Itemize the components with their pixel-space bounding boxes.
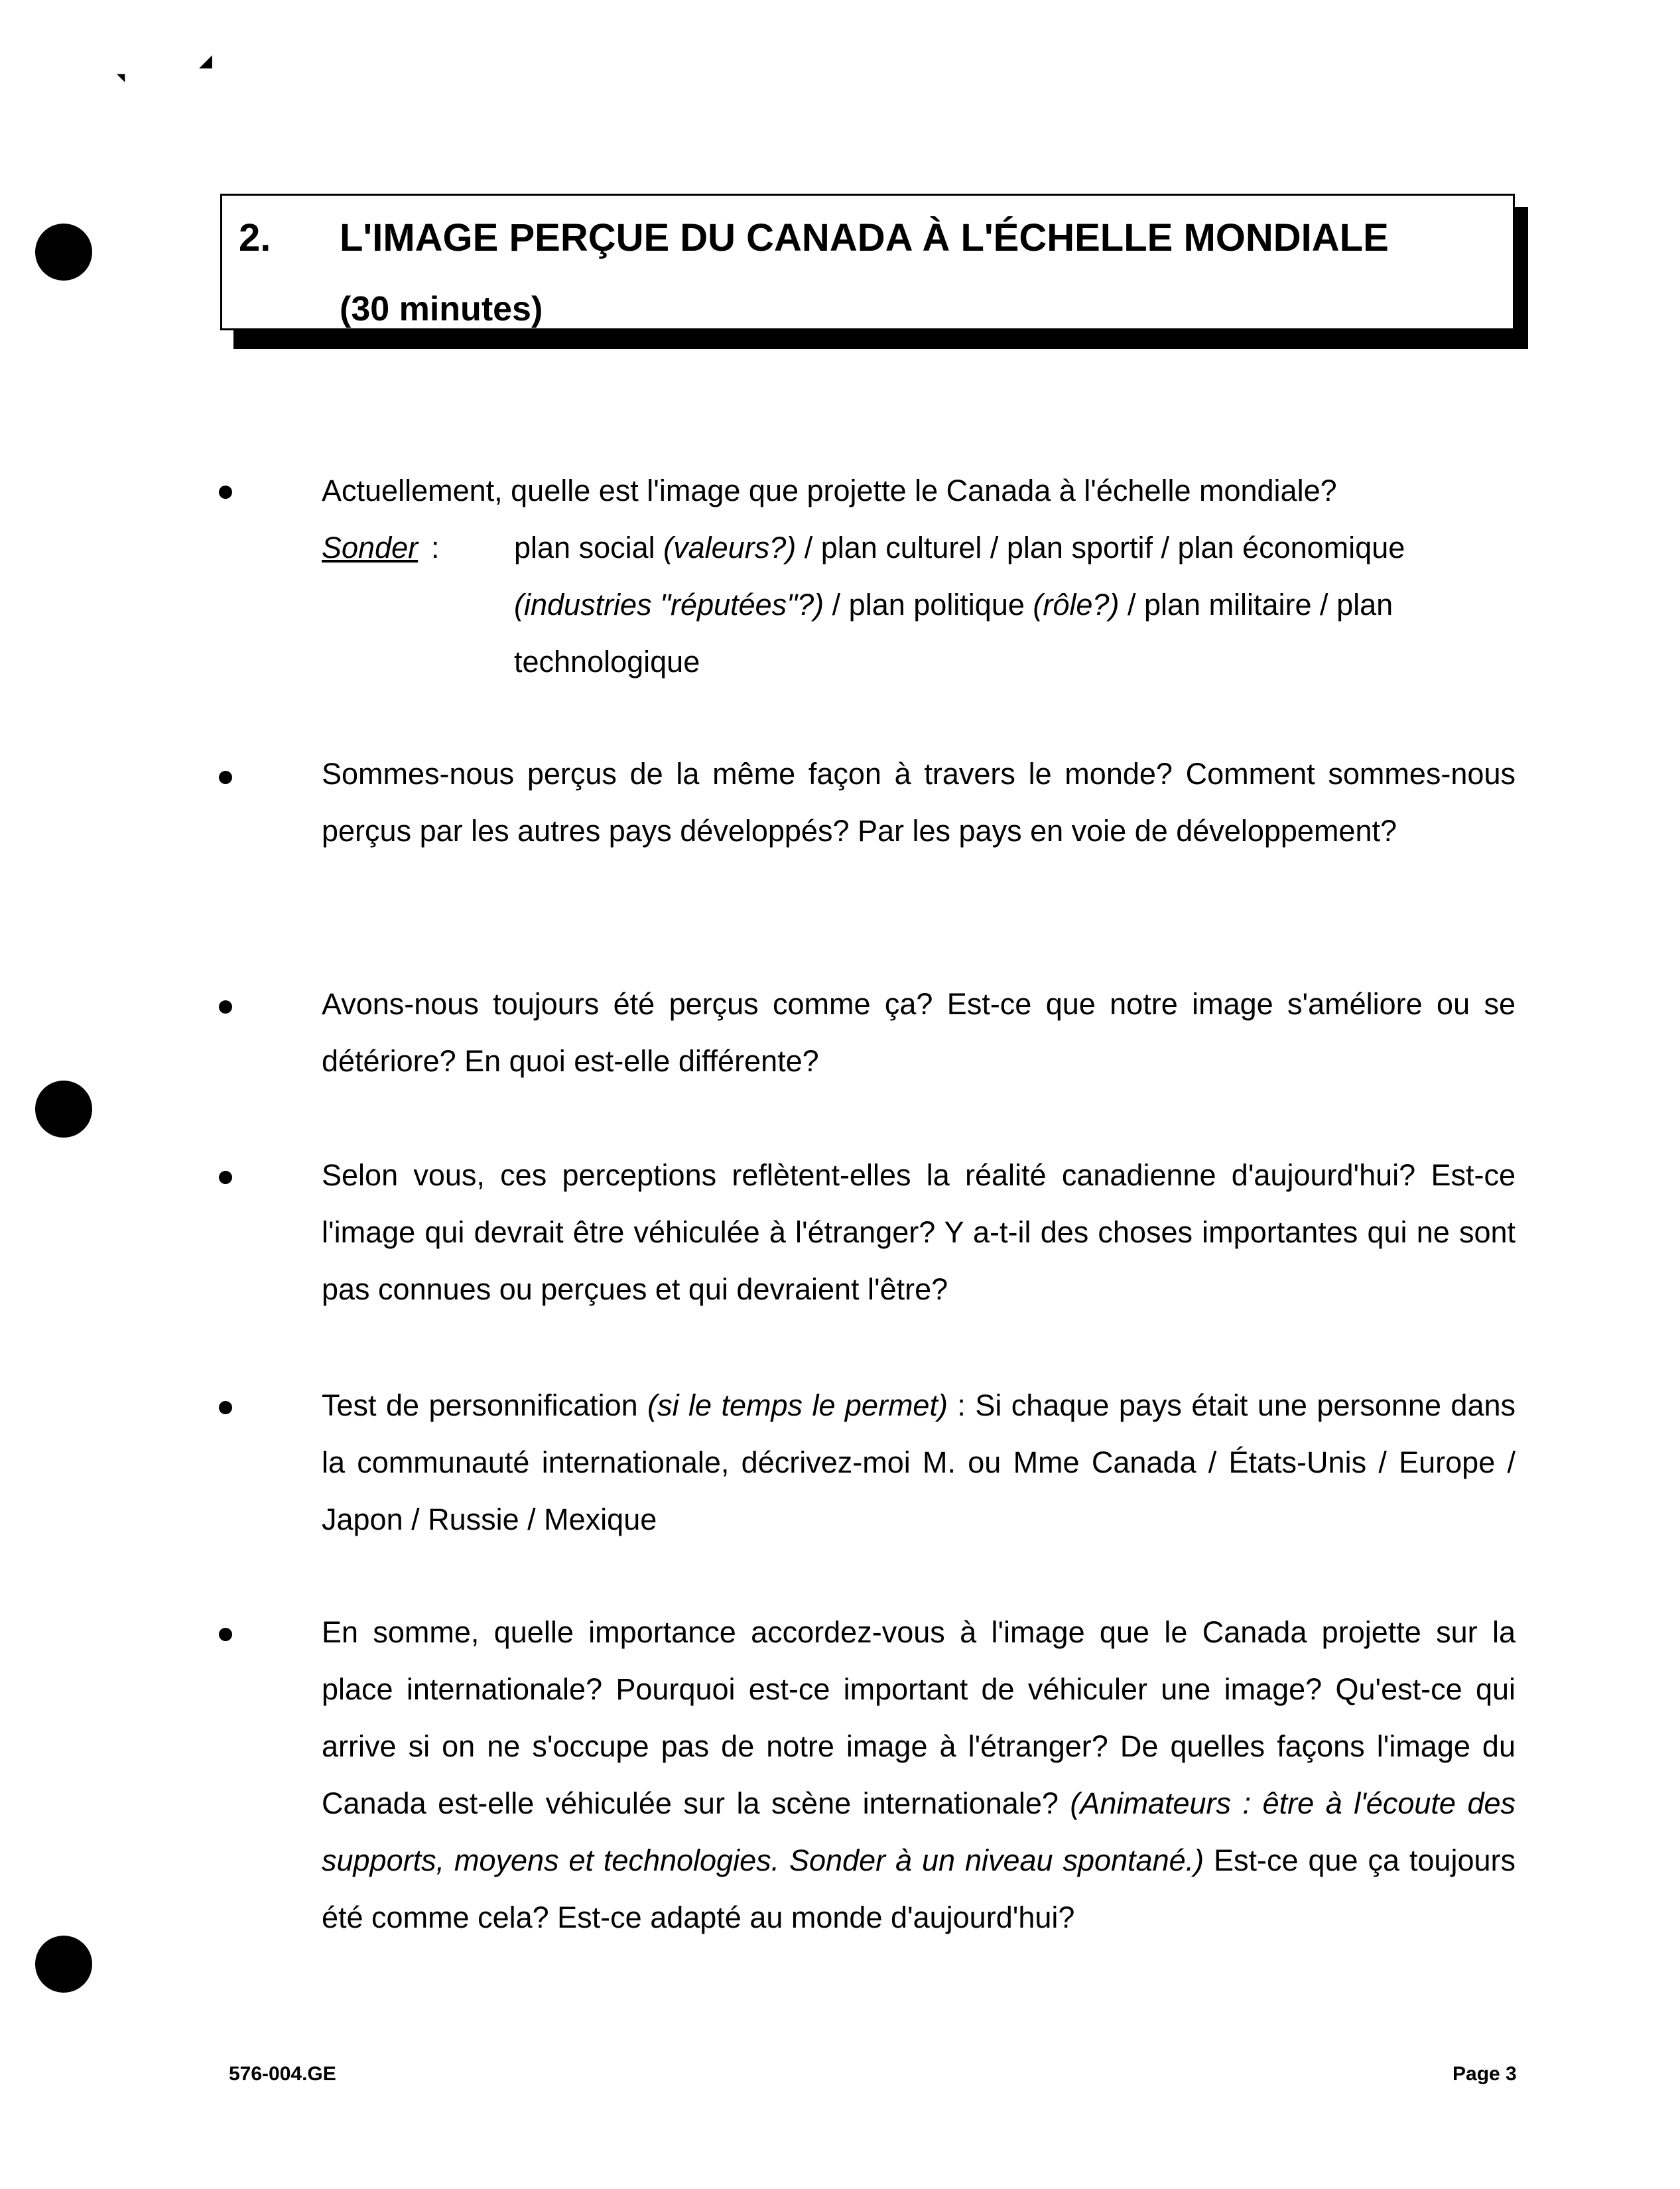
question-1: Actuellement, quelle est l'image que projette le Canada à l'échelle mondiale? bbox=[322, 474, 1337, 507]
question-part: Selon vous, ces perceptions reflètent-elles la réalité canadienne d'aujourd'hui? Est-ce l'image qui devrait être véhiculée à l'étranger? Y a-t-il des choses importantes qui ne sont pas connues ou perçues et qui devraient l'être? bbox=[322, 1158, 1516, 1306]
question-part: Avons-nous toujours été perçus comme ça? Est-ce que notre image s'améliore ou se détériore? En quoi est-elle différente? bbox=[322, 987, 1516, 1078]
question-part: En somme, quelle importance accordez-vous à l'image que le Canada projette sur la place internationale? Pourquoi est-ce important de véhiculer une image? Qu'est-ce qui arrive si on ne s'occupe pas de notre image à l'étranger? De quelles façons l'image du Canada est-elle véhiculée sur la scène internationale? bbox=[322, 1615, 1516, 1820]
probe-text bbox=[514, 519, 1516, 691]
question-6 bbox=[322, 1604, 1516, 1946]
probe-part: (industries "réputées"?) bbox=[514, 588, 824, 622]
question-3 bbox=[322, 976, 1516, 1090]
bullet bbox=[219, 1000, 232, 1014]
scan-speck: ◥ bbox=[117, 72, 125, 84]
punch-hole-middle bbox=[35, 1081, 92, 1138]
probe-part: (valeurs?) bbox=[663, 531, 797, 564]
footer-page-number: Page 3 bbox=[1453, 2063, 1517, 2085]
section-number: 2. bbox=[239, 216, 271, 259]
question-2 bbox=[322, 746, 1516, 860]
footer-doc-code: 576-004.GE bbox=[229, 2063, 336, 2085]
section-title: L'IMAGE PERÇUE DU CANADA À L'ÉCHELLE MONDIALE bbox=[340, 216, 1389, 259]
title-box-shadow bbox=[1515, 207, 1528, 349]
scan-speck: ◢ bbox=[199, 50, 212, 70]
probe-part: plan social bbox=[514, 531, 664, 564]
question-4 bbox=[322, 1147, 1516, 1318]
question-5 bbox=[322, 1377, 1516, 1548]
bullet bbox=[219, 1401, 232, 1414]
question-part: Est-ce que ça toujours été comme cela? Est-ce adapté au monde d'aujourd'hui? bbox=[322, 1843, 1516, 1934]
probe-part: (rôle?) bbox=[1033, 588, 1120, 622]
question-part: : Si chaque pays était une personne dans la communauté internationale, décrivez-moi M. ou Mme Canada / États-Unis / Europe / Japon / Russie / Mexique bbox=[322, 1388, 1516, 1536]
question-part: (si le temps le permet) bbox=[647, 1388, 948, 1422]
punch-hole-bottom bbox=[35, 1936, 92, 1993]
section-duration: (30 minutes) bbox=[340, 290, 543, 328]
bullet bbox=[219, 771, 232, 784]
bullet bbox=[219, 1628, 232, 1641]
punch-hole-top bbox=[35, 224, 92, 281]
question-part: Test de personnification bbox=[322, 1388, 648, 1422]
title-box-shadow bbox=[233, 330, 1528, 349]
bullet bbox=[219, 486, 232, 499]
question-part: (Animateurs : être à l'écoute des supports, moyens et technologies. Sonder à un niveau spontané.) bbox=[322, 1786, 1516, 1877]
probe-part: / plan culturel / plan sportif / plan économique bbox=[796, 531, 1405, 564]
bullet bbox=[219, 1171, 232, 1184]
probe-part: / plan politique bbox=[824, 588, 1033, 622]
question-part: Sommes-nous perçus de la même façon à travers le monde? Comment sommes-nous perçus par les autres pays développés? Par les pays en voie de développement? bbox=[322, 757, 1516, 848]
probe-part: / plan militaire / plan technologique bbox=[514, 588, 1393, 679]
probe-label: Sonder bbox=[322, 531, 419, 564]
probe-colon: : bbox=[431, 531, 440, 564]
